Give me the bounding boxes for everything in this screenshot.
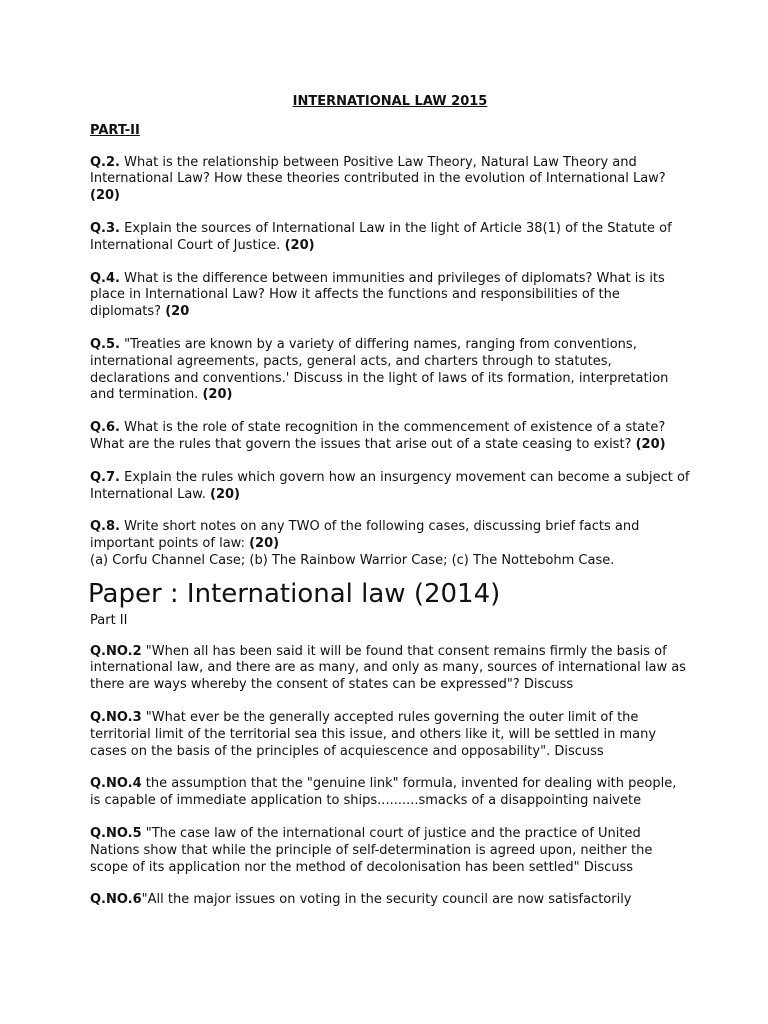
question-text: Explain the rules which govern how an insurgency movement can become a subject of International Law.	[90, 469, 690, 502]
question-2015-q4	[90, 271, 690, 321]
question-2014-q3	[90, 710, 690, 760]
question-text: What is the difference between immunities and privileges of diplomats? What is its place in International Law? How it affects the functions and responsibilities of the diplomats?	[90, 270, 665, 320]
question-2014-q2	[90, 644, 690, 694]
question-number: Q.NO.6	[90, 892, 142, 908]
question-marks: (20)	[249, 536, 280, 552]
question-2014-q6	[90, 892, 690, 909]
question-text: "When all has been said it will be found that consent remains firmly the basis of international law, and there are as many, and only as many, sources of international law as there are ways whereby the consent of states can be expressed"? Discuss	[90, 643, 686, 693]
question-number: Q.2.	[90, 154, 120, 170]
question-text: What is the relationship between Positive Law Theory, Natural Law Theory and International Law? How these theories contributed in the evolution of International Law?	[90, 154, 666, 187]
question-text: "The case law of the international court of justice and the practice of United Nations show that while the principle of self-determination is agreed upon, neither the scope of its application nor the method of decolonisation has been settled" Discuss	[90, 825, 653, 875]
question-marks: (20)	[635, 436, 666, 452]
question-number: Q.6.	[90, 420, 120, 436]
question-2015-q7	[90, 470, 690, 504]
paper-heading-2014: Paper : International law (2014)	[88, 578, 501, 609]
question-2014-q4	[90, 776, 690, 810]
question-number: Q.NO.2	[90, 643, 142, 659]
question-number: Q.NO.4	[90, 776, 142, 792]
question-marks: (20)	[210, 486, 240, 502]
question-number: Q.5.	[90, 336, 120, 352]
question-2014-q5	[90, 826, 690, 876]
question-2015-q6	[90, 420, 690, 454]
question-2015-q8	[90, 519, 690, 569]
question-number: Q.NO.3	[90, 709, 142, 725]
question-number: Q.NO.5	[90, 825, 142, 841]
document-title: INTERNATIONAL LAW 2015	[292, 94, 488, 109]
question-text: What is the role of state recognition in the commencement of existence of a state? What are the rules that govern the issues that arise out of a state ceasing to exist?	[90, 420, 666, 452]
question-text: "All the major issues on voting in the security council are now satisfactorily	[141, 892, 632, 908]
question-number: Q.8.	[90, 519, 120, 535]
question-text: the assumption that the "genuine link" formula, invented for dealing with people, is capable of immediate application to ships..........smacks of a disappointing naivete	[90, 776, 677, 809]
case-list: (a) Corfu Channel Case; (b) The Rainbow Warrior Case; (c) The Nottebohm Case.	[90, 552, 615, 568]
part-heading-2014: Part II	[90, 612, 128, 628]
question-text: Explain the sources of International Law in the light of Article 38(1) of the Statute of International Court of Justice.	[90, 220, 672, 253]
question-text: Write short notes on any TWO of the following cases, discussing brief facts and important points of law:	[90, 519, 640, 552]
question-marks: (20	[165, 304, 190, 320]
part-heading-2015: PART-II	[90, 122, 140, 138]
document-page	[90, 94, 690, 925]
question-number: Q.3.	[90, 220, 120, 236]
question-2015-q3	[90, 221, 690, 255]
question-marks: (20)	[284, 237, 315, 253]
question-2015-q2	[90, 155, 690, 205]
question-marks: (20)	[90, 188, 120, 204]
question-number: Q.7.	[90, 469, 120, 485]
question-2015-q5	[90, 337, 690, 404]
question-text: "Treaties are known by a variety of differing names, ranging from conventions, international agreements, pacts, general acts, and charters through to statutes, declarations and conventions.' Discuss in the light of laws of its formation, interpretation and termination.	[90, 336, 669, 403]
question-marks: (20)	[202, 387, 233, 403]
question-number: Q.4.	[90, 270, 120, 286]
question-text: "What ever be the generally accepted rules governing the outer limit of the territorial limit of the territorial sea this issue, and others like it, will be settled in many cases on the basis of the principles of acquiescence and opposability". Discuss	[90, 709, 657, 759]
